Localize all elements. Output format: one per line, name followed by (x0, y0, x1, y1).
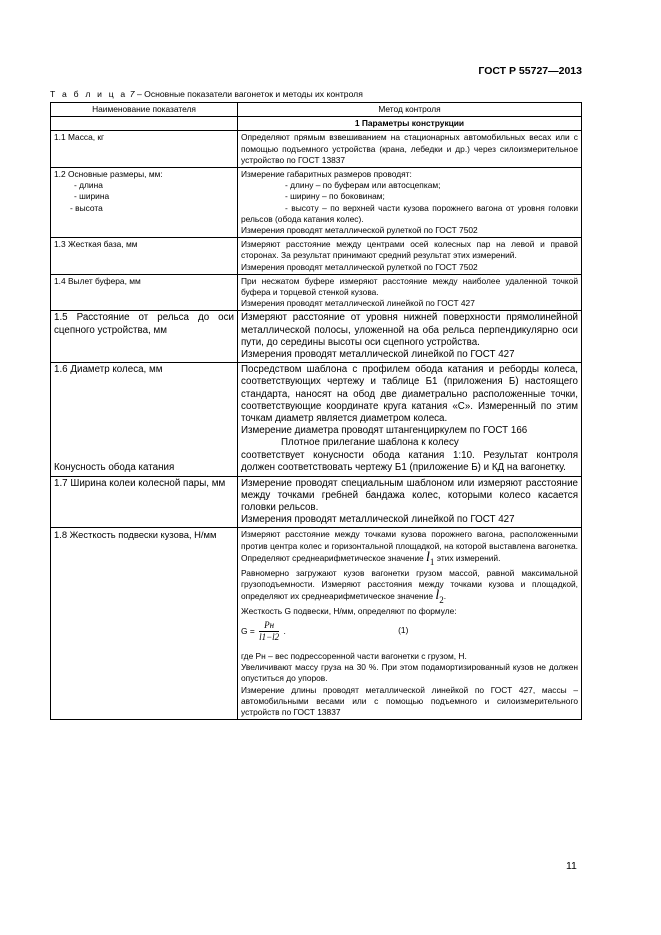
row-1-8-m6: Измерение длины проводят металлической линейкой по ГОСТ 427, массы – автомобильными весами или с помощью подъемного и силоизмерительного устройств по ГОСТ 13837 (241, 684, 578, 717)
l2-subscript: 2 (439, 595, 444, 606)
row-1-3-name: 1.3 Жесткая база, мм (51, 238, 238, 275)
row-1-4-m2: Измерения проводят металлической линейкой по ГОСТ 427 (241, 298, 475, 309)
l1-letter: l (426, 549, 430, 565)
l1-subscript: 1 (429, 556, 435, 567)
row-1-3-m2: Измерения проводят металлической рулеткой по ГОСТ 7502 (241, 261, 478, 272)
row-1-6-title: 1.6 Диаметр колеса, мм (54, 364, 163, 376)
row-1-2-width: - ширина (74, 191, 110, 202)
row-1-8-method (238, 528, 582, 720)
caption-number: 7 (129, 89, 135, 99)
row-1-2-name (51, 168, 238, 238)
row-1-2-title: 1.2 Основные размеры, мм: (54, 169, 163, 180)
row-1-2-m4: - высоту – по верхней части кузова порожнего вагона от уровня головки рельсов (обода катания колес). (241, 202, 578, 224)
table-row (51, 311, 582, 363)
row-1-2-length: - длина (74, 180, 103, 191)
formula-denominator: l1−l2 (259, 631, 280, 642)
row-1-5-m2: Измерения проводят металлической линейкой по ГОСТ 427 (241, 349, 515, 361)
table-header-row (51, 103, 582, 117)
row-1-6-spacer (54, 376, 234, 462)
formula-fraction (259, 620, 279, 643)
row-1-2-m2: - длину – по буферам или автосцепкам; (285, 180, 441, 191)
row-1-8-m4: где Рн – вес подрессоренной части вагонетки с грузом, Н. (241, 650, 467, 661)
formula-lhs: G = (241, 625, 255, 636)
caption-text: – Основные показатели вагонеток и методы их контроля (134, 89, 363, 99)
row-1-6-m4: соответствует конусности обода катания 1:10. Результат контроля должен соответствовать чертежу Б1 (приложение Б) и КД на вагонетку. (241, 449, 578, 473)
row-1-8-m1-tail: этих измерений. (434, 552, 501, 563)
caption-prefix: Т а б л и ц а (50, 89, 128, 99)
row-1-2-height: - высота (70, 202, 103, 213)
row-1-6-m1: Посредством шаблона с профилем обода катания и реборды колеса, соответствующих чертежу и таблице Б1 (приложения Б) настоящего стандарта, наносят на обод две диаметрально расположенные точки, соответствующие координате круга катания «С». Измеренный по этим точкам диаметр является диаметром колеса. (241, 364, 578, 425)
formula-numerator: Pн (259, 620, 279, 632)
column-header-name: Наименование показателя (51, 103, 238, 117)
row-1-1-name: 1.1 Масса, кг (51, 131, 238, 168)
row-1-7-m2: Измерения проводят металлической линейкой по ГОСТ 427 (241, 514, 515, 526)
table-caption (50, 89, 363, 99)
row-1-8-m3: Жесткость G подвески, Н/мм, определяют по формуле: (241, 606, 457, 617)
row-1-7-m1: Измерение проводят специальным шаблоном или измеряют расстояние между точками гребней бандажа колес, которыми колесо касается головки рельсов. (241, 477, 578, 514)
row-1-8-m1 (241, 529, 578, 567)
row-1-4-m1: При несжатом буфере измеряют расстояние между наиболее удаленной точкой буфера и торцевой стенкой кузова. (241, 275, 578, 298)
row-1-8-m1-text: Измеряют расстояние между точками кузова порожнего вагона, расположенными против центра колес и горизонтальной площадкой, на которой выставлена вагонетка. Определяют среднеарифметическое значение (241, 529, 578, 563)
row-1-8-m2 (241, 568, 578, 606)
row-1-6-name (51, 363, 238, 476)
section-title: 1 Параметры конструкции (238, 117, 582, 131)
standard-header: ГОСТ Р 55727—2013 (478, 65, 582, 77)
row-1-4-method (238, 274, 582, 311)
row-1-2-m3: - ширину – по боковинам; (285, 191, 385, 202)
column-header-method: Метод контроля (238, 103, 582, 117)
row-1-7-name: 1.7 Ширина колеи колесной пары, мм (51, 476, 238, 528)
row-1-8-name: 1.8 Жесткость подвески кузова, Н/мм (51, 528, 238, 720)
table-row (51, 131, 582, 168)
row-1-4-name: 1.4 Вылет буфера, мм (51, 274, 238, 311)
table-row (51, 476, 582, 528)
row-1-7-method (238, 476, 582, 528)
row-1-5-m1: Измеряют расстояние от уровня нижней поверхности прямолинейной металлической полосы, уложенной на оба рельса перпендикулярно оси пути, до середины высоты оси сцепного устройства. (241, 312, 578, 348)
row-1-2-m1: Измерение габаритных размеров проводят: (241, 169, 412, 180)
l2-letter: l (435, 588, 440, 604)
row-1-8-m2-text: Равномерно загружают кузов вагонетки грузом массой, равной максимальной грузоподъемности. Измеряют расстояния между точками кузова и площадкой, определяют их среднеарифметическое значение (241, 567, 578, 602)
row-1-3-m1: Измеряют расстояние между центрами осей колесных пар на левой и правой сторонах. За результат принимают средний результат этих измерений. (241, 239, 578, 261)
row-1-6-title2: Конусность обода катания (54, 462, 175, 474)
section-empty-cell (51, 117, 238, 131)
l2-symbol (435, 588, 444, 606)
row-1-1-method: Определяют прямым взвешиванием на стационарных автомобильных весах или с помощью подъемного устройства (крана, лебедки и др.) через силоизмерительное устройство по ГОСТ 13837 (238, 131, 582, 168)
row-1-5-method (238, 311, 582, 363)
row-1-2-method (238, 168, 582, 238)
table-row (51, 168, 582, 238)
formula-number: (1) (398, 625, 409, 636)
row-1-6-method (238, 363, 582, 476)
indicators-table (50, 102, 582, 720)
row-1-8-m2-tail: . (443, 591, 447, 602)
row-1-6-m3: Плотное прилегание шаблона к колесу (281, 437, 459, 449)
formula-dot: . (281, 625, 286, 636)
row-1-8-m5: Увеличивают массу груза на 30 %. При этом подамортизированный кузов не должен опуститься до упоров. (241, 662, 578, 684)
row-1-6-m2: Измерение диаметра проводят штангенциркулем по ГОСТ 166 (241, 425, 528, 437)
row-1-5-name: 1.5 Расстояние от рельса до оси сцепного устройства, мм (51, 311, 238, 363)
table-row (51, 363, 582, 476)
table-row (51, 238, 582, 275)
row-1-3-method (238, 238, 582, 275)
table-row (51, 274, 582, 311)
table-row (51, 528, 582, 720)
formula-line (241, 620, 578, 643)
section-row (51, 117, 582, 131)
page-number: 11 (566, 860, 577, 872)
row-1-2-m5: Измерения проводят металлической рулеткой по ГОСТ 7502 (241, 225, 478, 236)
